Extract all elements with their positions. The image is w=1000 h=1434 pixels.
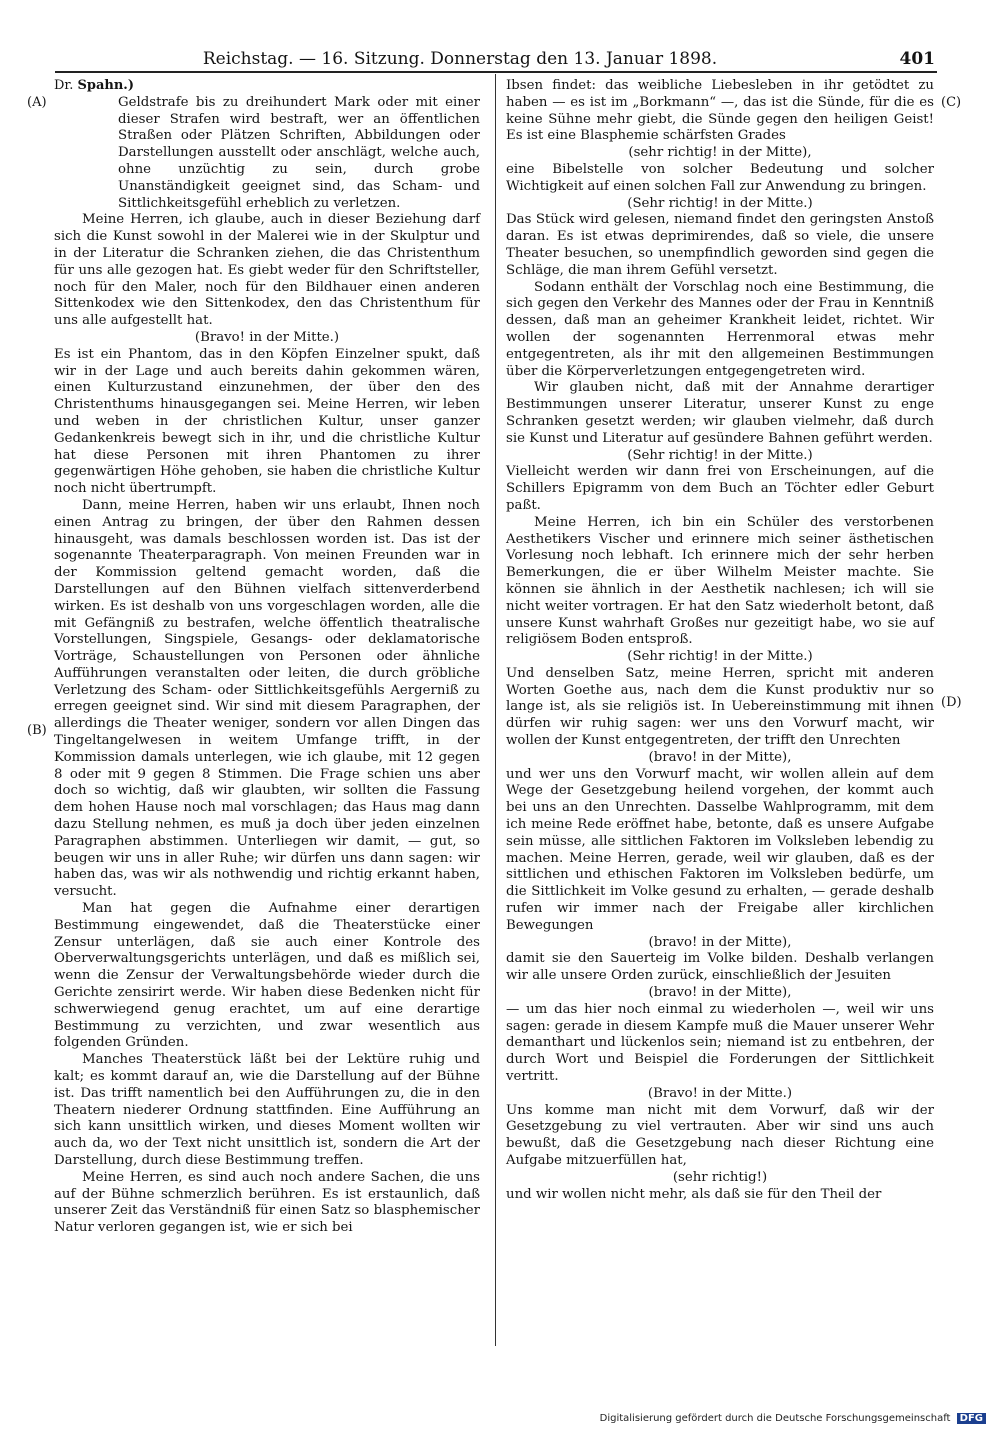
interjection: (Sehr richtig! in der Mitte.) — [627, 649, 813, 665]
dfg-logo: DFG — [957, 1413, 986, 1424]
paragraph: Dann, meine Herren, haben wir uns erlaubt, Ihnen noch einen Antrag zu bringen, der über den Rahmen dessen hinausgeht, was damals beschlossen worden ist. Das ist der sogenannte Theaterparagraph. Von meinen Freunden war in der Kommission geltend gemacht worden, daß die Darstellungen auf den Bühnen vielfach sittenverderbend wirken. Es ist deshalb von uns vorgeschlagen worden, alle die mit Gefängniß zu bestrafen, welche öffentlich theatralische Vorstellungen, Singspiele, Gesangs- oder deklamatorische Vorträge, Schaustellungen von Personen oder ähnliche Aufführungen veranstalten oder leiten, die durch gröbliche Verletzung des Scham- oder Sittlichkeitsgefühls Aergerniß zu erregen geeignet sind. Wir sind mit diesem Paragraphen, der allerdings die Theater weniger, sondern vor allen Dingen das Tingeltangelwesen in weitem Umfange trifft, in der Kommission damals unterlegen, wie ich glaube, mit 12 gegen 8 oder mit 9 gegen 8 Stimmen. Die Frage schien uns aber doch so wichtig, daß wir glaubten, wir sollten die Fassung dem hohen Hause noch mal vorschlagen; das Haus mag dann dazu Stellung nehmen, es muß ja doch über jeden einzelnen Paragraphen abstimmen. Unterliegen wir damit, — gut, so beugen wir uns in aller Ruhe; wir dürfen uns dann sagen: wir haben das, was wir als nothwendig und richtig erkannt haben, versucht. — [54, 497, 480, 900]
paragraph: Manches Theaterstück läßt bei der Lektüre ruhig und kalt; es kommt darauf an, wie die Darstellung auf der Bühne ist. Das trifft namentlich bei den Aufführungen zu, die in den Theatern niederer Ordnung stattfinden. Eine Aufführung an sich kann unsittlich wirken, und dieses Moment wollten wir auch da, wo der Text nicht unsittlich ist, sondern die Art der Darstellung, durch diese Bestimmung treffen. — [54, 1052, 480, 1168]
paragraph: — um das hier noch einmal zu wiederholen —, weil wir uns sagen: gerade in diesem Kampfe muß die Mauer unserer Wehr demanthart und lückenlos sein; niemand ist zu entbehren, der durch Wort und Beispiel die Forderungen der Sittlichkeit vertritt. — [506, 1001, 934, 1085]
paragraph: damit sie den Sauerteig im Volke bilden. Deshalb verlangen wir alle unsere Orden zurück, einschließlich der Jesuiten — [506, 951, 934, 984]
paragraph: Das Stück wird gelesen, niemand findet den geringsten Anstoß daran. Es ist etwas deprimirendes, daß so viele, die unsere Theater besuchen, so unempfindlich geworden sind gegen die Schläge, die man ihrem Gefühl versetzt. — [506, 212, 934, 278]
paragraph: Meine Herren, ich glaube, auch in dieser Beziehung darf sich die Kunst sowohl in der Malerei wie in der Skulptur und in der Literatur die Schranken ziehen, die das Christenthum für uns alle gezogen hat. Es giebt weder für den Schriftsteller, noch für den Maler, noch für den Bildhauer einen anderen Sittenkodex wie den Sittenkodex, den das Christenthum für uns alle aufgestellt hat. — [54, 212, 480, 329]
margin-mark-b: (B) — [27, 723, 47, 738]
paragraph: Und denselben Satz, meine Herren, spricht mit anderen Worten Goethe aus, nach dem die Kunst produktiv nur so lange ist, als sie religiös ist. In Uebereinstimmung mit ihnen dürfen wir ruhig sagen: wer uns den Vorwurf macht, wir wollen der Kunst entgegentreten, der trifft den Unrechten — [506, 665, 934, 749]
column-divider — [495, 74, 496, 1346]
paragraph: Sodann enthält der Vorschlag noch eine Bestimmung, die sich gegen den Verkehr des Mannes oder der Frau in Kenntniß dessen, daß man an geheimer Krankheit leidet, richtet. Wir wollen der sogenannten Herrenmoral etwas mehr entgegentreten, als ihr mit den allgemeinen Bestimmungen über die Körperverletzungen entgegengetreten wird. — [506, 279, 934, 379]
margin-mark-a: (A) — [27, 95, 47, 110]
interjection: (bravo! in der Mitte), — [648, 985, 792, 1001]
page-number: 401 — [899, 49, 935, 69]
speaker-name: Spahn.) — [77, 78, 134, 93]
paragraph: Vielleicht werden wir dann frei von Erscheinungen, auf die Schillers Epigramm von dem Buch an Töchter edler Geburt paßt. — [506, 464, 934, 513]
paragraph: und wer uns den Vorwurf macht, wir wollen allein auf dem Wege der Gesetzgebung heilend vorgehen, der kommt auch bei uns an den Unrechten. Dasselbe Wahlprogramm, mit dem ich meine Rede eröffnet habe, betonte, daß es unsere Aufgabe sein müsse, alle sittlichen Faktoren im Volksleben lebendig zu machen. Meine Herren, gerade, weil wir glauben, daß es der sittlichen und ethischen Faktoren im Volksleben bedürfe, um die Sittlichkeit im Volke gesund zu erhalten, — gerade deshalb rufen wir immer nach der Freigabe aller kirchlichen Bewegungen — [506, 766, 934, 933]
header-title: Reichstag. — 16. Sitzung. Donnerstag den 13. Januar 1898. — [202, 49, 718, 69]
paragraph: Meine Herren, es sind auch noch andere Sachen, die uns auf der Bühne schmerzlich berühren. Es ist erstaunlich, daß unserer Zeit das Verständniß für einen Satz so blasphemischer Natur verloren gegangen ist, wie er sich bei — [54, 1169, 480, 1236]
paragraph: Wir glauben nicht, daß mit der Annahme derartiger Bestimmungen unserer Literatur, unserer Kunst zu enge Schranken gesetzt werden; wir glauben vielmehr, daß durch sie Kunst und Literatur auf gesündere Bahnen geführt werden. — [506, 380, 934, 446]
interjection: (Sehr richtig! in der Mitte.) — [627, 447, 813, 463]
paragraph: Es ist ein Phantom, das in den Köpfen Einzelner spukt, daß wir in der Lage und auch bereits dahin gekommen wären, einen Kulturzustand einzunehmen, der über den des Christenthums hinausgegangen sei. Meine Herren, wir leben und weben in der christlichen Kultur, unser ganzer Gedankenkreis bewegt sich in ihr, und die christliche Kultur hat diese Personen mit ihren Phantomen zu ihrer gegenwärtigen Höhe gehoben, sie haben die christliche Kultur noch nicht übertrumpft. — [54, 346, 480, 497]
paragraph: Meine Herren, ich bin ein Schüler des verstorbenen Aesthetikers Vischer und erinnere mich seiner ästhetischen Vorlesung noch lebhaft. Ich erinnere mich der sehr herben Bemerkungen, die er über Wilhelm Meister machte. Sie können sie ähnlich in der Aesthetik nachlesen; ich will sie nicht weiter vortragen. Er hat den Satz wiederholt betont, daß unsere Kunst wahrhaft Großes nur gezeitigt habe, wo sie auf religiösem Boden entsproß. — [506, 514, 934, 648]
interjection: (bravo! in der Mitte), — [648, 749, 792, 765]
interjection: (Sehr richtig! in der Mitte.) — [627, 195, 813, 211]
margin-mark-d: (D) — [941, 695, 962, 710]
paragraph: Geldstrafe bis zu dreihundert Mark oder mit einer dieser Strafen wird bestraft, wer an öffentlichen Straßen oder Plätzen Schriften, Abbildungen oder Darstellungen ausstellt oder anschlägt, welche auch, ohne unzüchtig zu sein, durch grobe Unanständigkeit geeignet sind, das Scham- und Sittlichkeitsgefühl erheblich zu verletzen. — [118, 94, 480, 211]
paragraph: Uns komme man nicht mit dem Vorwurf, daß wir der Gesetzgebung zu viel vertrauten. Aber wir sind uns auch bewußt, daß die Gesetzgebung nach dieser Richtung eine Aufgabe mitzuerfüllen hat, — [506, 1102, 934, 1168]
paragraph: eine Bibelstelle von solcher Bedeutung und solcher Wichtigkeit auf einen solchen Fall zur Anwendung zu bringen. — [506, 161, 934, 194]
left-column — [54, 78, 480, 1237]
running-header — [60, 48, 935, 70]
speaker-prefix: Dr. — [54, 78, 78, 93]
paragraph: und wir wollen nicht mehr, als daß sie für den Theil der — [506, 1186, 882, 1202]
interjection: (sehr richtig!) — [672, 1169, 768, 1185]
interjection: (bravo! in der Mitte), — [648, 934, 792, 950]
header-rule — [55, 71, 937, 73]
interjection: (Bravo! in der Mitte.) — [647, 1085, 793, 1101]
interjection: (sehr richtig! in der Mitte), — [628, 145, 812, 161]
paragraph: Man hat gegen die Aufnahme einer derartigen Bestimmung eingewendet, daß die Theaterstücke einer Zensur unterlägen, daß sie auch einer Kontrole des Oberverwaltungsgerichts unterlägen, und daß es mißlich sei, wenn die Zensur der Verwaltungsbehörde wieder durch die Gerichte zensirirt werde. Wir haben diese Bedenken nicht für schwerwiegend genug erachtet, um auf eine derartige Bestimmung zu verzichten, und zwar wesentlich aus folgenden Gründen. — [54, 901, 480, 1051]
paragraph: Ibsen findet: das weibliche Liebesleben in ihr getödtet zu haben — es ist im „Borkmann“ —, das ist die Sünde, für die es keine Sühne mehr giebt, die Sünde gegen den heiligen Geist! Es ist eine Blasphemie schärfsten Grades — [506, 78, 934, 144]
digitization-credit — [600, 1413, 986, 1424]
margin-mark-c: (C) — [941, 95, 962, 110]
interjection: (Bravo! in der Mitte.) — [194, 329, 340, 345]
credit-text: Digitalisierung gefördert durch die Deutsche Forschungsgemeinschaft — [599, 1413, 951, 1424]
speaker-line — [54, 78, 480, 95]
right-column — [506, 78, 934, 1203]
